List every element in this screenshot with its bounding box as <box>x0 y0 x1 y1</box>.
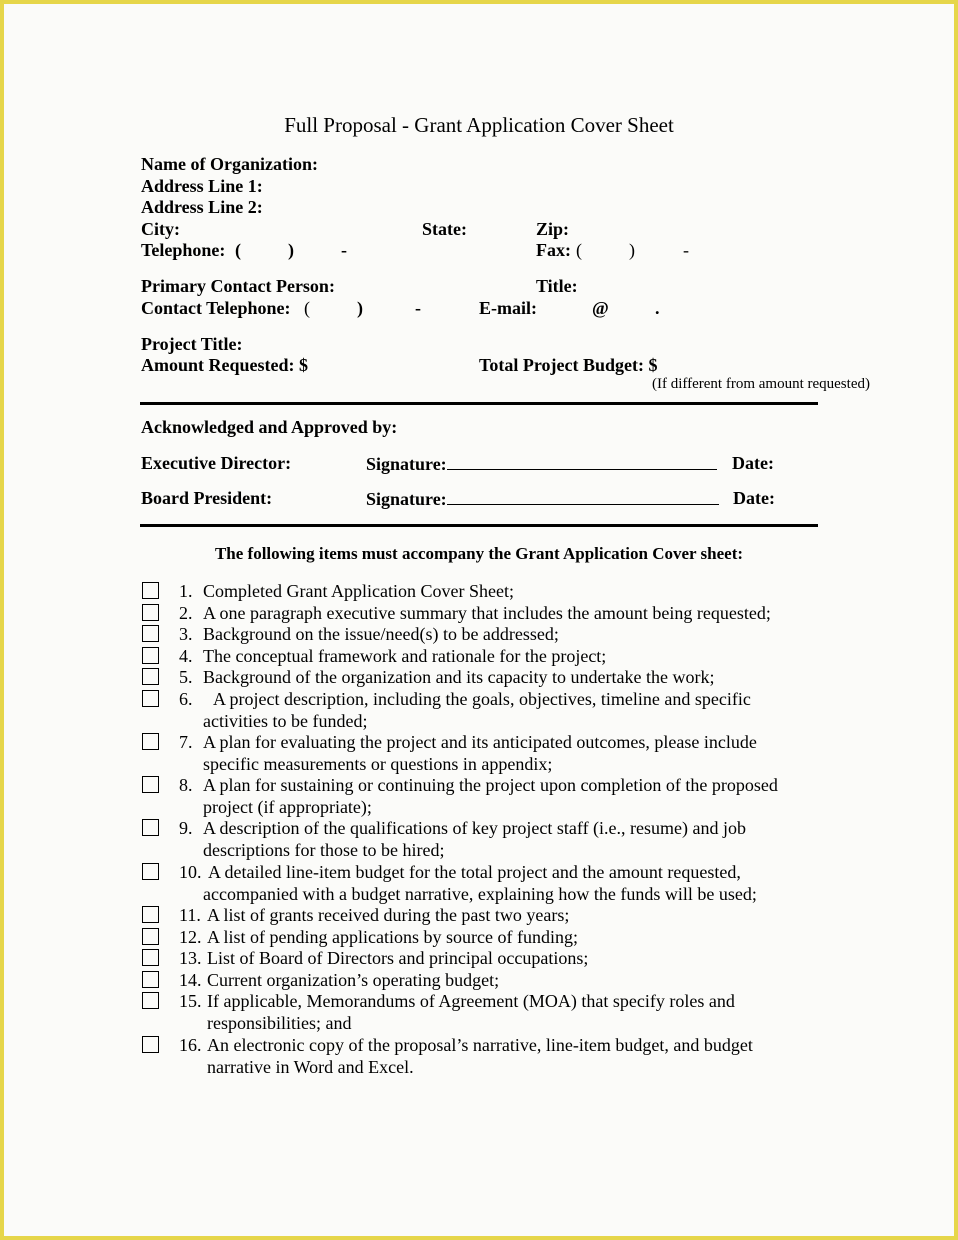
zip-label: Zip: <box>536 219 570 239</box>
board-president-signature <box>366 487 719 510</box>
item-number: 7. <box>179 732 193 752</box>
fax-open-paren: ( <box>576 240 582 260</box>
item-number: 10. <box>179 862 202 882</box>
item-number: 5. <box>179 667 193 687</box>
item-checkbox[interactable] <box>142 733 159 750</box>
item-number: 14. <box>179 970 202 990</box>
item-number: 16. <box>179 1035 202 1055</box>
item-number: 8. <box>179 775 193 795</box>
telephone-open-paren: ( <box>235 240 241 260</box>
item-checkbox[interactable] <box>142 625 159 642</box>
item-number: 12. <box>179 927 202 947</box>
item-number: 2. <box>179 603 193 623</box>
item-number: 1. <box>179 581 193 601</box>
item-checkbox[interactable] <box>142 776 159 793</box>
item-text: The conceptual framework and rationale for the project; <box>203 646 607 666</box>
telephone-close-paren: ) <box>288 240 294 260</box>
item-text: specific measurements or questions in appendix; <box>203 754 553 774</box>
primary-contact-label: Primary Contact Person: <box>141 276 335 296</box>
item-checkbox[interactable] <box>142 668 159 685</box>
city-label: City: <box>141 219 180 239</box>
item-checkbox[interactable] <box>142 819 159 836</box>
item-checkbox[interactable] <box>142 647 159 664</box>
email-dot: . <box>655 298 660 318</box>
item-checkbox[interactable] <box>142 992 159 1009</box>
item-number: 13. <box>179 948 202 968</box>
item-checkbox[interactable] <box>142 863 159 880</box>
item-number: 6. <box>179 689 193 709</box>
telephone-dash: - <box>341 240 347 260</box>
item-checkbox[interactable] <box>142 971 159 988</box>
item-number: 4. <box>179 646 193 666</box>
item-text: descriptions for those to be hired; <box>203 840 445 860</box>
item-checkbox[interactable] <box>142 604 159 621</box>
item-number: 15. <box>179 991 202 1011</box>
divider-bottom <box>140 524 818 527</box>
address-line-2-label: Address Line 2: <box>141 197 263 217</box>
item-number: 3. <box>179 624 193 644</box>
item-checkbox[interactable] <box>142 949 159 966</box>
item-checkbox[interactable] <box>142 690 159 707</box>
project-title-label: Project Title: <box>141 334 243 354</box>
fax-dash: - <box>683 240 689 260</box>
state-label: State: <box>422 219 467 239</box>
signature-label: Signature: <box>366 489 447 509</box>
item-number: 11. <box>179 905 201 925</box>
board-president-label: Board President: <box>141 488 273 508</box>
signature-label: Signature: <box>366 454 447 474</box>
contact-telephone-close-paren: ) <box>357 298 363 318</box>
item-text: narrative in Word and Excel. <box>207 1057 414 1077</box>
item-text: project (if appropriate); <box>203 797 372 817</box>
form-title: Full Proposal - Grant Application Cover Sheet <box>284 113 674 137</box>
fax-label: Fax: <box>536 240 571 260</box>
organization-name-label: Name of Organization: <box>141 154 318 174</box>
fax-close-paren: ) <box>629 240 635 260</box>
telephone-label: Telephone: <box>141 240 226 260</box>
signature-line <box>447 452 717 470</box>
item-text: Current organization’s operating budget; <box>207 970 500 990</box>
approval-heading: Acknowledged and Approved by: <box>141 417 398 437</box>
item-text: A plan for evaluating the project and its anticipated outcomes, please include <box>203 732 757 752</box>
item-text: A detailed line-item budget for the total project and the amount requested, <box>208 862 741 882</box>
item-text: Background of the organization and its capacity to undertake the work; <box>203 667 715 687</box>
item-text: A plan for sustaining or continuing the project upon completion of the proposed <box>203 775 778 795</box>
item-text: A description of the qualifications of key project staff (i.e., resume) and job <box>203 818 747 838</box>
email-at-sign: @ <box>592 298 609 318</box>
item-text: accompanied with a budget narrative, explaining how the funds will be used; <box>203 884 757 904</box>
item-text: A list of pending applications by source of funding; <box>207 927 578 947</box>
contact-telephone-label: Contact Telephone: <box>141 298 291 318</box>
item-text: activities to be funded; <box>203 711 368 731</box>
item-checkbox[interactable] <box>142 906 159 923</box>
divider-top <box>140 402 818 405</box>
executive-director-label: Executive Director: <box>141 453 292 473</box>
item-text: List of Board of Directors and principal occupations; <box>207 948 589 968</box>
item-text: If applicable, Memorandums of Agreement (MOA) that specify roles and <box>207 991 735 1011</box>
item-text: Background on the issue/need(s) to be addressed; <box>203 624 559 644</box>
items-heading: The following items must accompany the Grant Application Cover sheet: <box>214 544 744 563</box>
contact-title-label: Title: <box>536 276 578 296</box>
item-text: Completed Grant Application Cover Sheet; <box>203 581 514 601</box>
executive-director-date-label: Date: <box>732 453 774 473</box>
item-text: A one paragraph executive summary that includes the amount being requested; <box>203 603 771 623</box>
item-number: 9. <box>179 818 193 838</box>
item-checkbox[interactable] <box>142 582 159 599</box>
item-checkbox[interactable] <box>142 928 159 945</box>
item-text: A list of grants received during the past two years; <box>207 905 570 925</box>
board-president-date-label: Date: <box>733 488 775 508</box>
amount-requested-label: Amount Requested: $ <box>141 355 309 375</box>
item-text: responsibilities; and <box>207 1013 352 1033</box>
total-project-budget-label: Total Project Budget: $ <box>479 355 658 375</box>
item-text: An electronic copy of the proposal’s narrative, line-item budget, and budget <box>207 1035 753 1055</box>
contact-telephone-open-paren: ( <box>304 298 310 318</box>
budget-note: (If different from amount requested) <box>652 376 870 392</box>
item-text: A project description, including the goals, objectives, timeline and specific <box>213 689 751 709</box>
item-checkbox[interactable] <box>142 1036 159 1053</box>
contact-telephone-dash: - <box>415 298 421 318</box>
email-label: E-mail: <box>479 298 537 318</box>
executive-director-signature <box>366 452 717 475</box>
signature-line <box>447 487 719 505</box>
address-line-1-label: Address Line 1: <box>141 176 263 196</box>
